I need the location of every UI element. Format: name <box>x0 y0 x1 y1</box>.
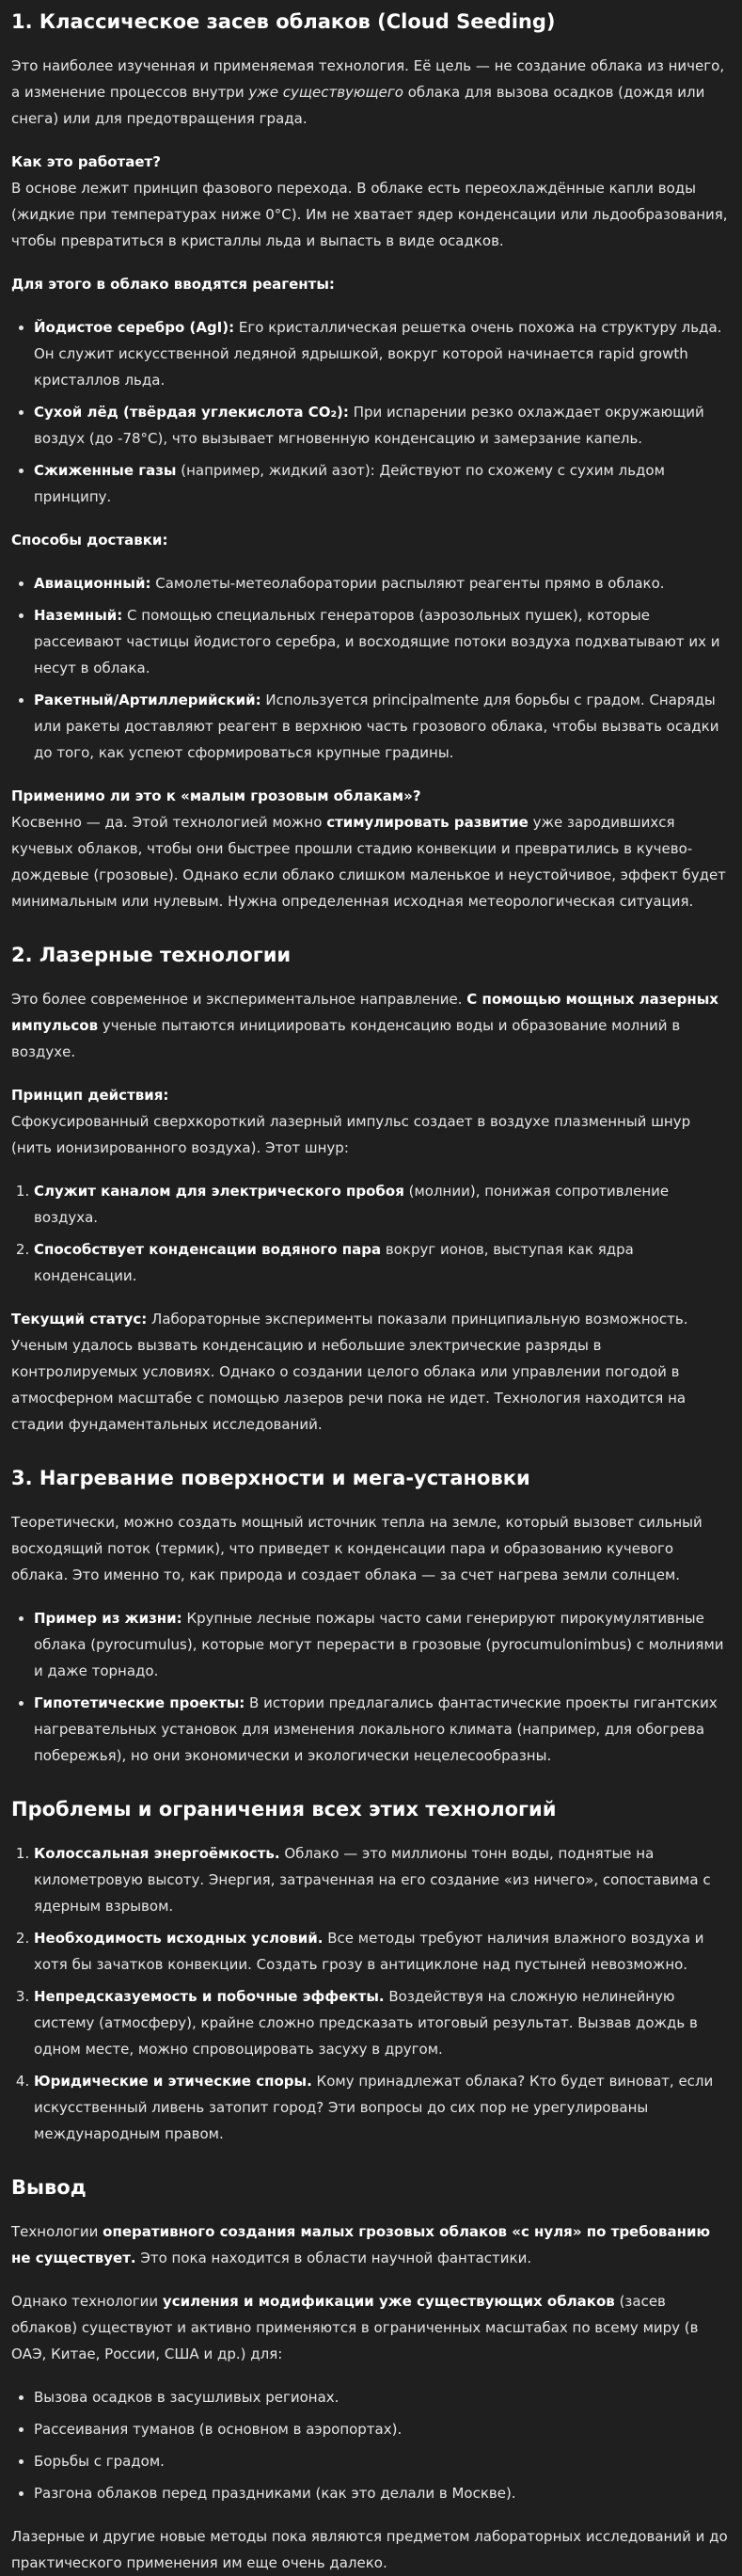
text-run: При испарении резко охлаждает окружающий воздух (до -78°C), что вызывает мгновенную конденсацию и замерзание капель. <box>34 404 704 447</box>
section-1-intro <box>11 53 731 132</box>
text-run: С помощью специальных генераторов (аэрозольных пушек), которые рассеивают частицы йодистого серебра, и восходящие потоки воздуха подхватывают их и несут в облака. <box>34 607 720 676</box>
list-item <box>34 1983 731 2062</box>
bold-text: Текущий статус: <box>11 1311 148 1328</box>
how-it-works-text: В основе лежит принцип фазового перехода. В облаке есть переохлаждённые капли воды (жидкие при температурах ниже 0°C). Им не хватает ядер конденсации или льдообразования, чтобы превратиться в кристаллы льда и выпасть в виде осадков. <box>11 180 728 249</box>
small-clouds-label <box>11 783 731 809</box>
text-run: Самолеты-метеолаборатории распыляют реагенты прямо в облако. <box>150 575 665 592</box>
bold-text: Гипотетические проекты: <box>34 1694 245 1711</box>
text-run: Используется principalmente для борьбы с градом. Снаряды или ракеты доставляют реагент в верхнюю часть грозового облака, чтобы вызвать осадки до того, как успеют сформироваться крупные градины. <box>34 692 719 761</box>
how-it-works-label <box>11 149 731 175</box>
small-clouds-text <box>11 809 731 914</box>
list-item: • Вызова осадков в засушливых регионах. <box>34 2384 731 2410</box>
list-item <box>34 1925 731 1978</box>
text-run: ученые пытаются инициировать конденсацию воды и образование молний в воздухе. <box>11 1017 681 1060</box>
text-run: Это пока находится в области научной фантастики. <box>135 2250 532 2266</box>
bold-text: оперативного создания малых грозовых облаков «с нуля» по требованию не существует. <box>11 2223 711 2266</box>
list-item <box>34 399 731 452</box>
bold-text: Сжиженные газы <box>34 462 177 479</box>
list-item <box>34 687 731 766</box>
bold-text: Необходимость исходных условий. <box>34 1930 324 1947</box>
how-it-works-label-text: Как это работает? <box>11 153 161 170</box>
problems-list <box>11 1840 731 2147</box>
text-run: Однако технологии <box>11 2293 163 2310</box>
reagents-label-text: Для этого в облако вводятся реагенты: <box>11 276 335 293</box>
reagents-list <box>11 314 731 510</box>
text-run: вокруг ионов, выступая как ядра конденсации. <box>34 1241 634 1284</box>
bold-text: Авиационный: <box>34 575 151 592</box>
list-item: • Рассеивания туманов (в основном в аэропортах). <box>34 2416 731 2442</box>
list-item <box>34 314 731 393</box>
list-item <box>34 1178 731 1231</box>
text-run: Его кристаллическая решетка очень похожа на структуру льда. Он служит искусственной ледяной ядрышкой, вокруг которой начинается rapid growth кристаллов льда. <box>34 319 722 389</box>
laser-status <box>11 1306 731 1438</box>
list-item <box>34 2068 731 2147</box>
text-run: В истории предлагались фантастические проекты гигантских нагревательных установок для изменения локального климата (например, для обогрева побережья), но они экономически и экологически нецелесообразны. <box>34 1694 718 1764</box>
text-run: Это наиболее изученная и применяемая технология. Её цель — не создание облака из ничего, а изменение процессов внутри <box>11 57 725 101</box>
list-item <box>34 457 731 510</box>
text-run: (например, жидкий азот): Действуют по схожему с сухим льдом принципу. <box>34 462 665 505</box>
bold-text: усиления и модификации уже существующих облаков <box>162 2293 615 2310</box>
bold-text: Пример из жизни: <box>34 1610 182 1627</box>
text-run: Лабораторные эксперименты показали принципиальную возможность. Ученым удалось вызвать конденсацию и небольшие электрические разряды в контролируемых условиях. Однако о создании целого облака или управлении погодой в атмосферном масштабе с помощью лазеров речи пока не идет. Технология находится на стадии фундаментальных исследований. <box>11 1311 688 1433</box>
section-3-title: 3. Нагревание поверхности и мега-установки <box>11 1467 530 1489</box>
italic-text: уже существующего <box>248 84 403 101</box>
bold-text: Ракетный/Артиллерийский: <box>34 692 261 708</box>
delivery-label <box>11 527 731 553</box>
list-item <box>34 1840 731 1919</box>
text-run: Технологии <box>11 2223 103 2240</box>
bold-text: Непредсказуемость и побочные эффекты. <box>34 1988 385 2005</box>
principle-label <box>11 1082 731 1108</box>
list-item <box>34 570 731 596</box>
principle-label-text: Принцип действия: <box>11 1087 169 1104</box>
delivery-list <box>11 570 731 766</box>
bold-text: Йодистое серебро (AgI): <box>34 319 235 336</box>
section-2-title: 2. Лазерные технологии <box>11 944 292 966</box>
list-item <box>34 1605 731 1684</box>
laser-steps-list <box>11 1178 731 1289</box>
small-clouds-label-text: Применимо ли это к «малым грозовым облакам»? <box>11 787 421 804</box>
text-run: Это более современное и экспериментальное направление. <box>11 991 467 1008</box>
list-item <box>34 1236 731 1289</box>
bold-text: стимулировать развитие <box>326 814 529 831</box>
text-run: уже зародившихся кучевых облаков, чтобы они быстрее прошли стадию конвекции и превратились в кучево-дождевые (грозовые). Однако если облако слишком маленькое и неустойчивое, эффект будет минимальным или нулевым. Нужна определенная исходная метеорологическая ситуация. <box>11 814 726 910</box>
conclusion-p3: Лазерные и другие новые методы пока являются предметом лабораторных исследований и до практического применения им еще очень далеко. <box>11 2528 728 2571</box>
bold-text: Сухой лёд (твёрдая углекислота CO₂): <box>34 404 349 421</box>
section-2-intro <box>11 986 731 1065</box>
text-run: облака для вызова осадков (дождя или снега) или для предотвращения града. <box>11 84 705 127</box>
text-run: Косвенно — да. Этой технологией можно <box>11 814 327 831</box>
heating-list <box>11 1605 731 1769</box>
text-run: Кому принадлежат облака? Кто будет виноват, если искусственный ливень затопит город? Эти вопросы до сих пор не урегулированы международным правом. <box>34 2073 714 2142</box>
list-item <box>34 602 731 681</box>
list-item: • Борьбы с градом. <box>34 2448 731 2474</box>
bold-text: Колоссальная энергоёмкость. <box>34 1845 280 1862</box>
text-run: Воздействуя на сложную нелинейную систему (атмосферу), крайне сложно предсказать итоговый результат. Вызвав дождь в одном месте, можно спровоцировать засуху в другом. <box>34 1988 698 2058</box>
conclusion-title: Вывод <box>11 2176 87 2199</box>
conclusion-p2 <box>11 2288 731 2367</box>
reagents-label <box>11 271 731 297</box>
text-run: (засев облаков) существуют и активно применяются в ограниченных масштабах по всему миру (в ОАЭ, Китае, России, США и др.) для: <box>11 2293 699 2362</box>
conclusion-p1 <box>11 2218 731 2271</box>
text-run: Облако — это миллионы тонн воды, поднятые на километровую высоту. Энергия, затраченная на его создание «из ничего», сопоставима с ядерным взрывом. <box>34 1845 711 1915</box>
list-item <box>34 1690 731 1769</box>
section-3-intro: Теоретически, можно создать мощный источник тепла на земле, который вызовет сильный восходящий поток (термик), что приведет к конденсации пара и образованию кучевого облака. Это именно то, как природа и создает облака — за счет нагрева земли солнцем. <box>11 1514 703 1583</box>
text-run: Крупные лесные пожары часто сами генерируют пирокумулятивные облака (pyrocumulus), которые могут перерасти в грозовые (pyrocumulonimbus) с молниями и даже торнадо. <box>34 1610 724 1679</box>
text-run: Все методы требуют наличия влажного воздуха и хотя бы зачатков конвекции. Создать грозу в антициклоне над пустыней невозможно. <box>34 1930 704 1973</box>
problems-title: Проблемы и ограничения всех этих технологий <box>11 1798 557 1821</box>
bold-text: Способствует конденсации водяного пара <box>34 1241 382 1258</box>
text-run: (молнии), понижая сопротивление воздуха. <box>34 1183 670 1226</box>
list-item: • Разгона облаков перед праздниками (как это делали в Москве). <box>34 2480 731 2506</box>
principle-text: Сфокусированный сверхкороткий лазерный импульс создает в воздухе плазменный шнур (нить ионизированного воздуха). Этот шнур: <box>11 1113 691 1156</box>
bold-text: Юридические и этические споры. <box>34 2073 312 2090</box>
bold-text: Служит каналом для электрического пробоя <box>34 1183 404 1200</box>
delivery-label-text: Способы доставки: <box>11 532 168 549</box>
uses-list <box>11 2384 731 2506</box>
bold-text: С помощью мощных лазерных импульсов <box>11 991 718 1034</box>
bold-text: Наземный: <box>34 607 123 624</box>
section-1-title: 1. Классическое засев облаков (Cloud Seeding) <box>11 10 556 33</box>
